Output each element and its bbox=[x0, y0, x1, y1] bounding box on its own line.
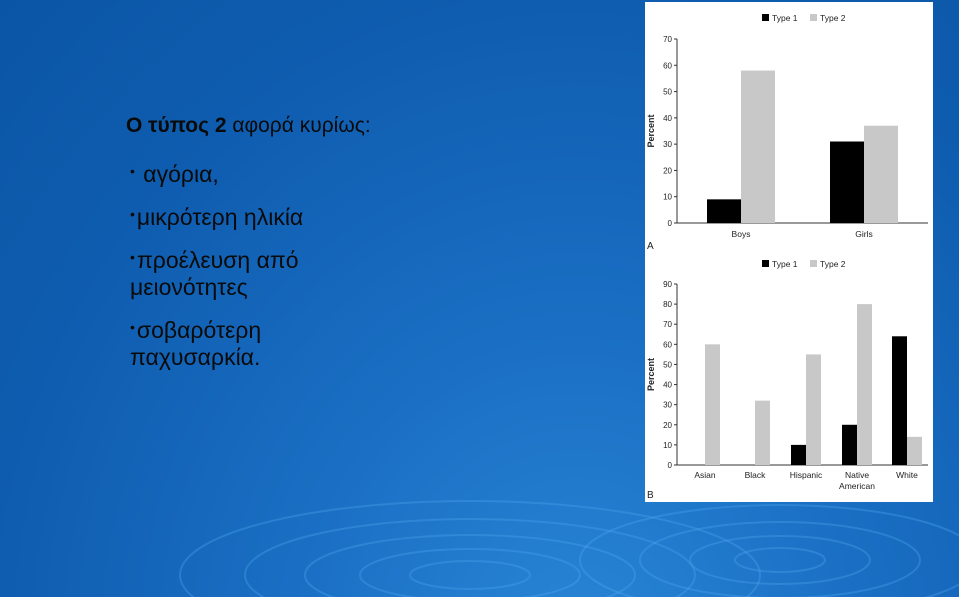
bullet-dot-icon: • bbox=[130, 206, 135, 222]
y-tick-label: 10 bbox=[663, 192, 672, 202]
y-tick-label: 90 bbox=[663, 280, 672, 289]
heading-rest: αφορά κυρίως: bbox=[226, 114, 371, 137]
bar-type2 bbox=[741, 71, 775, 223]
y-tick-label: 60 bbox=[663, 340, 672, 350]
legend-label-type2: Type 2 bbox=[820, 13, 846, 23]
panel-label: A bbox=[647, 241, 654, 252]
y-tick-label: 70 bbox=[663, 35, 672, 44]
category-label: Boys bbox=[731, 229, 751, 239]
category-label: Asian bbox=[694, 470, 716, 480]
bar-type2 bbox=[864, 126, 898, 223]
bar-type2 bbox=[857, 304, 872, 465]
category-label: Native bbox=[844, 470, 870, 480]
bar-type2 bbox=[806, 354, 821, 465]
y-tick-label: 30 bbox=[663, 400, 672, 410]
legend-label-type1: Type 1 bbox=[772, 13, 798, 23]
panel-label: B bbox=[647, 490, 654, 501]
bullet-item bbox=[130, 314, 320, 371]
y-tick-label: 70 bbox=[663, 320, 672, 330]
category-label: Girls bbox=[855, 229, 873, 239]
bar-type2 bbox=[755, 401, 770, 465]
bullet-text: σοβαρότερη παχυσαρκία. bbox=[130, 317, 262, 370]
y-axis-label: Percent bbox=[646, 114, 656, 148]
legend-swatch-type1 bbox=[762, 260, 769, 267]
category-label: White bbox=[896, 470, 918, 480]
bullet-item bbox=[130, 158, 371, 188]
bar-type2 bbox=[907, 437, 922, 465]
bar-type1 bbox=[842, 425, 857, 465]
heading-bold: Ο τύπος 2 bbox=[126, 114, 227, 137]
y-tick-label: 20 bbox=[663, 420, 672, 430]
y-tick-label: 40 bbox=[663, 380, 672, 390]
bullet-text: μικρότερη ηλικία bbox=[136, 204, 304, 230]
slide-text bbox=[126, 114, 371, 384]
category-label: Hispanic bbox=[789, 470, 823, 480]
legend-label-type2: Type 2 bbox=[820, 259, 846, 269]
bar-type1 bbox=[830, 142, 864, 223]
bullet-text: προέλευση από μειονότητες bbox=[130, 247, 299, 300]
y-tick-label: 30 bbox=[663, 140, 672, 150]
y-tick-label: 20 bbox=[663, 166, 672, 176]
y-axis-label: Percent bbox=[646, 357, 656, 392]
category-label: American bbox=[839, 481, 875, 491]
bar-type2 bbox=[705, 344, 720, 465]
bullet-text: αγόρια, bbox=[143, 161, 219, 187]
bullet-dot-icon: • bbox=[130, 249, 135, 265]
chart-panel bbox=[645, 2, 933, 502]
y-tick-label: 0 bbox=[667, 461, 672, 470]
bullet-item bbox=[130, 201, 371, 231]
charts-svg bbox=[645, 2, 933, 502]
bar-type1 bbox=[707, 199, 741, 223]
y-tick-label: 0 bbox=[667, 219, 672, 228]
y-tick-label: 50 bbox=[663, 360, 672, 370]
legend-swatch-type1 bbox=[762, 14, 769, 21]
legend-label-type1: Type 1 bbox=[772, 259, 798, 269]
y-tick-label: 80 bbox=[663, 300, 672, 310]
category-label: Black bbox=[744, 470, 766, 480]
bar-type1 bbox=[892, 336, 907, 465]
bullet-item bbox=[130, 244, 350, 301]
y-tick-label: 50 bbox=[663, 87, 672, 97]
y-tick-label: 10 bbox=[663, 440, 672, 450]
bar-type1 bbox=[791, 445, 806, 465]
legend-swatch-type2 bbox=[810, 14, 817, 21]
y-tick-label: 40 bbox=[663, 113, 672, 123]
y-tick-label: 60 bbox=[663, 61, 672, 71]
bullet-dot-icon: • bbox=[130, 319, 135, 335]
slide-heading bbox=[126, 114, 371, 138]
legend-swatch-type2 bbox=[810, 260, 817, 267]
bullet-dot-icon: • bbox=[130, 163, 135, 179]
